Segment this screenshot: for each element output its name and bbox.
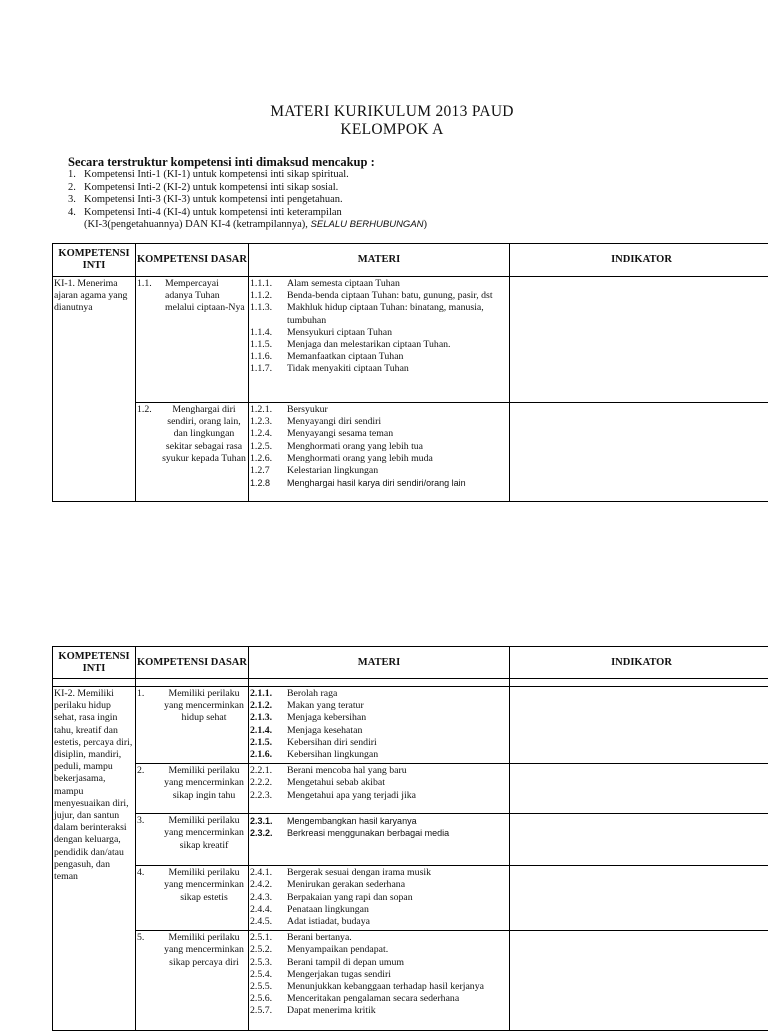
list-item: 2.4.1. Bergerak sesuai dengan irama musik <box>250 867 508 879</box>
spacer-cell <box>510 679 768 687</box>
document-title: MATERI KURIKULUM 2013 PAUD <box>0 103 768 121</box>
list-item: 2.1.3. Menjaga kebersihan <box>250 712 508 724</box>
intro-item-text: Kompetensi Inti-1 (KI-1) untuk kompetensi inti sikap spiritual. <box>84 169 349 180</box>
materi-cell <box>249 931 510 1031</box>
table-row <box>53 764 768 814</box>
list-item: 2.4.5. Adat istiadat, budaya <box>250 916 508 928</box>
list-item: 1.1.5. Menjaga dan melestarikan ciptaan Tuhan. <box>250 339 508 351</box>
list-item: 2.2.1. Berani mencoba hal yang baru <box>250 765 508 777</box>
list-item: 1.1.6. Memanfaatkan ciptaan Tuhan <box>250 351 508 363</box>
list-item: 1.2.4. Menyayangi sesama teman <box>250 428 508 440</box>
curriculum-table-1 <box>52 243 768 502</box>
list-item: 2.3.1. Mengembangkan hasil karyanya <box>250 815 508 827</box>
list-item: 1.1.7. Tidak menyakiti ciptaan Tuhan <box>250 363 508 375</box>
list-item: 2.5.3. Berani tampil di depan umum <box>250 957 508 969</box>
intro-item <box>68 169 427 182</box>
document-subtitle: KELOMPOK A <box>0 121 768 139</box>
list-item: 2.1.4. Menjaga kesehatan <box>250 725 508 737</box>
kd-number: 4. <box>137 867 144 879</box>
intro-heading: Secara terstruktur kompetensi inti dimaksud mencakup : <box>68 155 375 170</box>
kd-number: 3. <box>137 815 144 827</box>
header-indikator: INDIKATOR <box>510 244 768 277</box>
intro-continuation-text: (KI-3(pengetahuannya) DAN KI-4 (ketrampilannya), <box>84 219 308 230</box>
kd-number: 1.1. <box>137 278 152 290</box>
materi-cell <box>249 866 510 931</box>
list-item: 1.2.1. Bersyukur <box>250 404 508 416</box>
materi-cell <box>249 277 510 403</box>
list-item: 2.4.3. Berpakaian yang rapi dan sopan <box>250 892 508 904</box>
list-item: 1.2.8 Menghargai hasil karya diri sendiri/orang lain <box>250 477 508 489</box>
indikator-cell <box>510 814 768 866</box>
materi-cell <box>249 403 510 502</box>
intro-continuation <box>68 219 427 232</box>
intro-item-number: 4. <box>68 207 84 220</box>
indikator-cell <box>510 403 768 502</box>
kd-cell <box>136 931 249 1031</box>
spacer-cell <box>136 679 249 687</box>
kd-number: 1. <box>137 688 144 700</box>
kd-cell <box>136 403 249 502</box>
materi-cell <box>249 764 510 814</box>
kd-text: Menghargai diri sendiri, orang lain, dan lingkungan sekitar sebagai rasa syukur kepada Tuhan <box>136 403 248 465</box>
list-item: 2.3.2. Berkreasi menggunakan berbagai media <box>250 827 508 839</box>
table-row <box>53 866 768 931</box>
list-item: 2.5.5. Menunjukkan kebanggaan terhadap hasil kerjanya <box>250 981 508 993</box>
list-item: 2.2.2. Mengetahui sebab akibat <box>250 777 508 789</box>
list-item: 1.1.2. Benda-benda ciptaan Tuhan: batu, gunung, pasir, dst <box>250 290 508 302</box>
list-item: 2.1.5. Kebersihan diri sendiri <box>250 737 508 749</box>
list-item: 2.4.4. Penataan lingkungan <box>250 904 508 916</box>
intro-item-number: 2. <box>68 182 84 195</box>
intro-item-number: 3. <box>68 194 84 207</box>
indikator-cell <box>510 687 768 764</box>
kd-cell <box>136 866 249 931</box>
ki-cell: KI-1. Menerima ajaran agama yang dianutnya <box>53 277 136 502</box>
kd-cell <box>136 814 249 866</box>
list-item: 2.1.2. Makan yang teratur <box>250 700 508 712</box>
kd-text: Memiliki perilaku yang mencerminkan sikap kreatif <box>136 814 248 852</box>
intro-list <box>68 169 427 232</box>
indikator-cell <box>510 931 768 1031</box>
list-item: 1.1.3. Makhluk hidup ciptaan Tuhan: binatang, manusia, tumbuhan <box>250 302 508 326</box>
list-item: 2.1.6. Kebersihan lingkungan <box>250 749 508 761</box>
intro-item <box>68 182 427 195</box>
kd-number: 2. <box>137 765 144 777</box>
ki-cell: KI-2. Memiliki perilaku hidup sehat, rasa ingin tahu, kreatif dan estetis, percaya diri, disiplin, mandiri, peduli, mampu bekerjasama, mampu menyesuaikan diri, jujur, dan santun dalam berinteraksi dengan keluarga, pendidik dan/atau pengasuh, dan teman <box>53 687 136 1031</box>
kd-text: Memiliki perilaku yang mencerminkan sikap ingin tahu <box>136 764 248 802</box>
table-row <box>53 931 768 1031</box>
kd-text: Memiliki perilaku yang mencerminkan sikap percaya diri <box>136 931 248 969</box>
list-item: 2.2.3. Mengetahui apa yang terjadi jika <box>250 790 508 802</box>
kd-cell <box>136 764 249 814</box>
kd-number: 1.2. <box>137 404 152 416</box>
curriculum-table-2 <box>52 646 768 1031</box>
intro-emphasis: SELALU BERHUBUNGAN <box>311 219 424 230</box>
intro-item <box>68 207 427 220</box>
list-item: 1.2.7 Kelestarian lingkungan <box>250 465 508 477</box>
spacer-cell <box>249 679 510 687</box>
kd-text: Memiliki perilaku yang mencerminkan sikap estetis <box>136 866 248 904</box>
kd-cell <box>136 277 249 403</box>
table-row <box>53 403 768 502</box>
kd-cell <box>136 687 249 764</box>
header-materi: MATERI <box>249 244 510 277</box>
list-item: 2.5.7. Dapat menerima kritik <box>250 1005 508 1017</box>
list-item: 2.1.1. Berolah raga <box>250 688 508 700</box>
table-spacer-row <box>53 679 768 687</box>
intro-item <box>68 194 427 207</box>
indikator-cell <box>510 764 768 814</box>
header-kompetensi-dasar: KOMPETENSI DASAR <box>136 244 249 277</box>
materi-cell <box>249 814 510 866</box>
header-kompetensi-dasar: KOMPETENSI DASAR <box>136 647 249 679</box>
table-header-row <box>53 647 768 679</box>
list-item: 2.5.1. Berani bertanya. <box>250 932 508 944</box>
table-row <box>53 277 768 403</box>
intro-item-text: Kompetensi Inti-3 (KI-3) untuk kompetensi inti pengetahuan. <box>84 194 343 205</box>
indikator-cell <box>510 866 768 931</box>
list-item: 1.2.5. Menghormati orang yang lebih tua <box>250 441 508 453</box>
spacer-cell <box>53 679 136 687</box>
header-kompetensi-inti: KOMPETENSI INTI <box>53 244 136 277</box>
table-row <box>53 687 768 764</box>
table-header-row <box>53 244 768 277</box>
intro-closing-paren: ) <box>424 219 428 230</box>
table-row <box>53 814 768 866</box>
list-item: 1.2.3. Menyayangi diri sendiri <box>250 416 508 428</box>
kd-text: Mempercayai adanya Tuhan melalui ciptaan-Nya <box>136 277 248 315</box>
intro-item-text: Kompetensi Inti-2 (KI-2) untuk kompetensi inti sikap sosial. <box>84 182 338 193</box>
list-item: 1.1.1. Alam semesta ciptaan Tuhan <box>250 278 508 290</box>
materi-cell <box>249 687 510 764</box>
list-item: 2.5.6. Menceritakan pengalaman secara sederhana <box>250 993 508 1005</box>
indikator-cell <box>510 277 768 403</box>
kd-text: Memiliki perilaku yang mencerminkan hidup sehat <box>136 687 248 725</box>
header-kompetensi-inti: KOMPETENSI INTI <box>53 647 136 679</box>
header-indikator: INDIKATOR <box>510 647 768 679</box>
intro-item-text: Kompetensi Inti-4 (KI-4) untuk kompetensi inti keterampilan <box>84 207 342 218</box>
list-item: 2.5.4. Mengerjakan tugas sendiri <box>250 969 508 981</box>
intro-item-number: 1. <box>68 169 84 182</box>
kd-number: 5. <box>137 932 144 944</box>
list-item: 1.2.6. Menghormati orang yang lebih muda <box>250 453 508 465</box>
list-item: 2.5.2. Menyampaikan pendapat. <box>250 944 508 956</box>
list-item: 1.1.4. Mensyukuri ciptaan Tuhan <box>250 327 508 339</box>
header-materi: MATERI <box>249 647 510 679</box>
list-item: 2.4.2. Menirukan gerakan sederhana <box>250 879 508 891</box>
